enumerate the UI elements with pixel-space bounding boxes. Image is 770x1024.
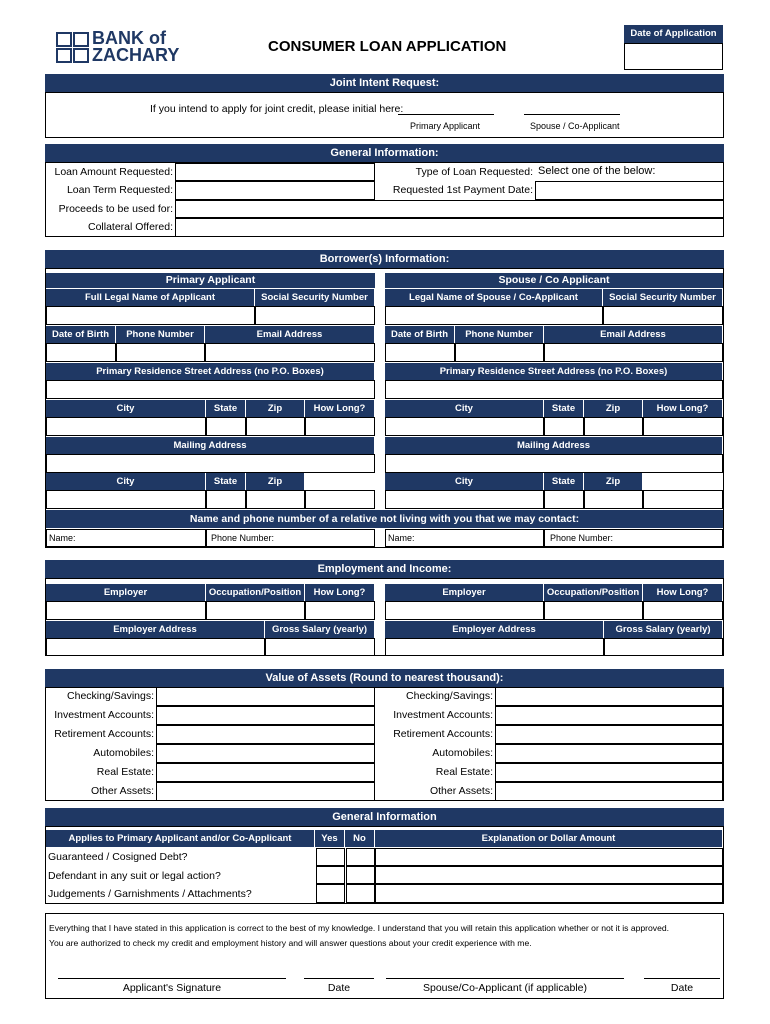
cosigned-yes-checkbox[interactable] xyxy=(316,848,345,866)
primary-name-field[interactable] xyxy=(46,306,255,325)
primary-howlong-field[interactable] xyxy=(305,417,375,436)
primary-mail-zip-field[interactable] xyxy=(246,490,305,509)
spouse-dob-header: Date of Birth xyxy=(385,326,455,343)
spouse-howlong-header: How Long? xyxy=(643,400,723,417)
yes-header: Yes xyxy=(315,830,345,847)
loan-amount-field[interactable] xyxy=(175,163,375,181)
primary-zip-field[interactable] xyxy=(246,417,305,436)
first-payment-field[interactable] xyxy=(535,181,724,200)
no-header: No xyxy=(345,830,375,847)
spouse-applicant-title: Spouse / Co Applicant xyxy=(385,273,723,288)
primary-asset-field-0[interactable] xyxy=(156,687,375,706)
primary-residence-field[interactable] xyxy=(46,380,375,399)
spouse-city-field[interactable] xyxy=(385,417,544,436)
primary-asset-field-2[interactable] xyxy=(156,725,375,744)
bank-name-line2: ZACHARY xyxy=(92,45,180,65)
spouse-signature-caption: Spouse/Co-Applicant (if applicable) xyxy=(422,982,587,994)
spouse-emp-howlong-header: How Long? xyxy=(643,584,723,601)
spouse-relative-name-label: Name: xyxy=(388,533,415,543)
spouse-asset-field-0[interactable] xyxy=(495,687,723,706)
primary-dob-header: Date of Birth xyxy=(46,326,116,343)
spouse-asset-field-3[interactable] xyxy=(495,744,723,763)
spouse-mail-state-field[interactable] xyxy=(544,490,584,509)
spouse-state-header: State xyxy=(544,400,584,417)
spouse-employer-header: Employer xyxy=(385,584,544,601)
spouse-gross-salary-header: Gross Salary (yearly) xyxy=(604,621,723,638)
spouse-employer-address-header: Employer Address xyxy=(385,621,604,638)
spouse-asset-field-4[interactable] xyxy=(495,763,723,782)
spouse-date-caption: Date xyxy=(670,982,694,994)
spouse-ssn-header: Social Security Number xyxy=(603,289,723,306)
loan-amount-label: Loan Amount Requested: xyxy=(54,166,173,178)
primary-state-field[interactable] xyxy=(206,417,246,436)
primary-dob-field[interactable] xyxy=(46,343,116,362)
primary-asset-label-2: Retirement Accounts: xyxy=(54,728,154,740)
primary-applicant-caption: Primary Applicant xyxy=(410,121,481,131)
spouse-asset-field-1[interactable] xyxy=(495,706,723,725)
question-legal-action: Defendant in any suit or legal action? xyxy=(48,870,221,882)
general-info2-header: General Information xyxy=(45,808,724,826)
legal-yes-checkbox[interactable] xyxy=(316,866,345,884)
primary-occupation-field[interactable] xyxy=(206,601,305,620)
primary-asset-field-3[interactable] xyxy=(156,744,375,763)
spouse-asset-label-2: Retirement Accounts: xyxy=(393,728,493,740)
certification-line2: You are authorized to check my credit and employment history and will answer questions about your credit experience with me. xyxy=(49,938,532,948)
relative-contact-header: Name and phone number of a relative not living with you that we may contact: xyxy=(46,510,723,528)
primary-gross-salary-header: Gross Salary (yearly) xyxy=(265,621,375,638)
primary-mail-city-header: City xyxy=(46,473,206,490)
joint-intent-prompt: If you intend to apply for joint credit, please initial here: xyxy=(150,103,404,115)
primary-asset-label-4: Real Estate: xyxy=(96,766,154,778)
primary-city-header: City xyxy=(46,400,206,417)
primary-zip-header: Zip xyxy=(246,400,305,417)
full-legal-name-header: Full Legal Name of Applicant xyxy=(46,289,255,306)
spouse-state-field[interactable] xyxy=(544,417,584,436)
spouse-occupation-field[interactable] xyxy=(544,601,643,620)
spouse-email-header: Email Address xyxy=(544,326,723,343)
primary-mailing-field[interactable] xyxy=(46,454,375,473)
primary-employer-address-header: Employer Address xyxy=(46,621,265,638)
spouse-mailing-field[interactable] xyxy=(385,454,723,473)
spouse-city-header: City xyxy=(385,400,544,417)
bank-logo xyxy=(56,30,196,66)
assets-header: Value of Assets (Round to nearest thousand): xyxy=(45,669,724,687)
spouse-mail-city-header: City xyxy=(385,473,544,490)
judgements-explanation-field[interactable] xyxy=(375,884,723,903)
applicant-signature-caption: Applicant's Signature xyxy=(122,982,222,994)
collateral-label: Collateral Offered: xyxy=(87,221,173,233)
certification-line1: Everything that I have stated in this application is correct to the best of my knowledge. I understand that you will retain this application whether or not it is approved. xyxy=(49,923,670,933)
spouse-asset-label-1: Investment Accounts: xyxy=(393,709,493,721)
spouse-phone-header: Phone Number xyxy=(455,326,544,343)
primary-mail-state-header: State xyxy=(206,473,246,490)
spouse-zip-header: Zip xyxy=(584,400,643,417)
primary-employer-address-field[interactable] xyxy=(46,638,265,656)
question-judgements: Judgements / Garnishments / Attachments? xyxy=(48,888,252,900)
primary-applicant-title: Primary Applicant xyxy=(46,273,375,288)
primary-emp-howlong-field[interactable] xyxy=(305,601,375,620)
spouse-emp-howlong-field[interactable] xyxy=(643,601,723,620)
proceeds-label: Proceeds to be used for: xyxy=(58,203,173,215)
employment-header: Employment and Income: xyxy=(45,560,724,578)
spouse-mail-city-field[interactable] xyxy=(385,490,544,509)
primary-ssn-header: Social Security Number xyxy=(255,289,375,306)
spouse-occupation-header: Occupation/Position xyxy=(544,584,643,601)
loan-term-field[interactable] xyxy=(175,181,375,200)
primary-residence-header: Primary Residence Street Address (no P.O. Boxes) xyxy=(46,363,375,380)
joint-intent-header: Joint Intent Request: xyxy=(45,74,724,92)
spouse-mail-extra-field[interactable] xyxy=(643,490,723,509)
primary-asset-label-3: Automobiles: xyxy=(93,747,154,759)
primary-initial-line[interactable] xyxy=(398,114,494,115)
primary-email-header: Email Address xyxy=(205,326,375,343)
legal-no-checkbox[interactable] xyxy=(346,866,375,884)
spouse-phone-field[interactable] xyxy=(455,343,544,362)
spouse-mailing-header: Mailing Address xyxy=(385,437,723,454)
proceeds-field[interactable] xyxy=(175,200,724,218)
primary-state-header: State xyxy=(206,400,246,417)
judgements-no-checkbox[interactable] xyxy=(346,884,375,903)
spouse-residence-header: Primary Residence Street Address (no P.O. Boxes) xyxy=(385,363,723,380)
cosigned-explanation-field[interactable] xyxy=(375,848,723,866)
applies-header: Applies to Primary Applicant and/or Co-Applicant xyxy=(46,830,315,847)
question-cosigned-debt: Guaranteed / Cosigned Debt? xyxy=(48,851,188,863)
spouse-zip-field[interactable] xyxy=(584,417,643,436)
primary-city-field[interactable] xyxy=(46,417,206,436)
type-of-loan-select[interactable]: Select one of the below: xyxy=(538,165,656,177)
primary-relative-phone-label: Phone Number: xyxy=(211,533,275,543)
cosigned-no-checkbox[interactable] xyxy=(346,848,375,866)
applicant-date-caption: Date xyxy=(327,982,351,994)
spouse-relative-phone-label: Phone Number: xyxy=(550,533,614,543)
primary-asset-field-5[interactable] xyxy=(156,782,375,801)
borrower-info-header: Borrower(s) Information: xyxy=(45,250,724,268)
explanation-header: Explanation or Dollar Amount xyxy=(375,830,723,847)
legal-explanation-field[interactable] xyxy=(375,866,723,884)
spouse-gross-salary-field[interactable] xyxy=(604,638,723,656)
date-of-application-field[interactable] xyxy=(624,43,723,70)
first-payment-label: Requested 1st Payment Date: xyxy=(392,184,533,196)
primary-ssn-field[interactable] xyxy=(255,306,375,325)
primary-mail-extra-field[interactable] xyxy=(305,490,375,509)
primary-asset-label-1: Investment Accounts: xyxy=(54,709,154,721)
spouse-mail-zip-field[interactable] xyxy=(584,490,643,509)
collateral-field[interactable] xyxy=(175,218,724,237)
date-of-application-label: Date of Application xyxy=(624,25,723,43)
primary-asset-field-4[interactable] xyxy=(156,763,375,782)
primary-gross-salary-field[interactable] xyxy=(265,638,375,656)
primary-mailing-header: Mailing Address xyxy=(46,437,375,454)
spouse-asset-label-5: Other Assets: xyxy=(429,785,493,797)
primary-employer-field[interactable] xyxy=(46,601,206,620)
spouse-email-field[interactable] xyxy=(544,343,723,362)
spouse-applicant-caption: Spouse / Co-Applicant xyxy=(530,121,620,131)
logo-squares-icon xyxy=(56,32,90,64)
spouse-initial-line[interactable] xyxy=(524,114,620,115)
spouse-residence-field[interactable] xyxy=(385,380,723,399)
primary-employer-header: Employer xyxy=(46,584,206,601)
spouse-asset-field-5[interactable] xyxy=(495,782,723,801)
spouse-asset-label-0: Checking/Savings: xyxy=(406,690,493,702)
primary-mail-city-field[interactable] xyxy=(46,490,206,509)
general-info-header: General Information: xyxy=(45,144,724,162)
primary-mail-zip-header: Zip xyxy=(246,473,305,490)
primary-asset-label-0: Checking/Savings: xyxy=(67,690,154,702)
primary-asset-field-1[interactable] xyxy=(156,706,375,725)
primary-asset-label-5: Other Assets: xyxy=(90,785,154,797)
judgements-yes-checkbox[interactable] xyxy=(316,884,345,903)
spouse-name-header: Legal Name of Spouse / Co-Applicant xyxy=(385,289,603,306)
page-title: CONSUMER LOAN APPLICATION xyxy=(268,38,507,55)
loan-term-label: Loan Term Requested: xyxy=(66,184,173,196)
spouse-mail-zip-header: Zip xyxy=(584,473,643,490)
spouse-employer-field[interactable] xyxy=(385,601,544,620)
spouse-ssn-field[interactable] xyxy=(603,306,723,325)
spouse-asset-label-3: Automobiles: xyxy=(432,747,493,759)
spouse-dob-field[interactable] xyxy=(385,343,455,362)
primary-emp-howlong-header: How Long? xyxy=(305,584,375,601)
primary-relative-name-label: Name: xyxy=(49,533,76,543)
spouse-employer-address-field[interactable] xyxy=(385,638,604,656)
primary-mail-state-field[interactable] xyxy=(206,490,246,509)
spouse-asset-field-2[interactable] xyxy=(495,725,723,744)
spouse-asset-label-4: Real Estate: xyxy=(435,766,493,778)
primary-email-field[interactable] xyxy=(205,343,375,362)
type-of-loan-label: Type of Loan Requested: xyxy=(415,166,533,178)
primary-phone-header: Phone Number xyxy=(116,326,205,343)
spouse-mail-state-header: State xyxy=(544,473,584,490)
primary-occupation-header: Occupation/Position xyxy=(206,584,305,601)
primary-howlong-header: How Long? xyxy=(305,400,375,417)
spouse-name-field[interactable] xyxy=(385,306,603,325)
bank-name-line1: BANK of xyxy=(92,28,166,48)
spouse-howlong-field[interactable] xyxy=(643,417,723,436)
primary-phone-field[interactable] xyxy=(116,343,205,362)
